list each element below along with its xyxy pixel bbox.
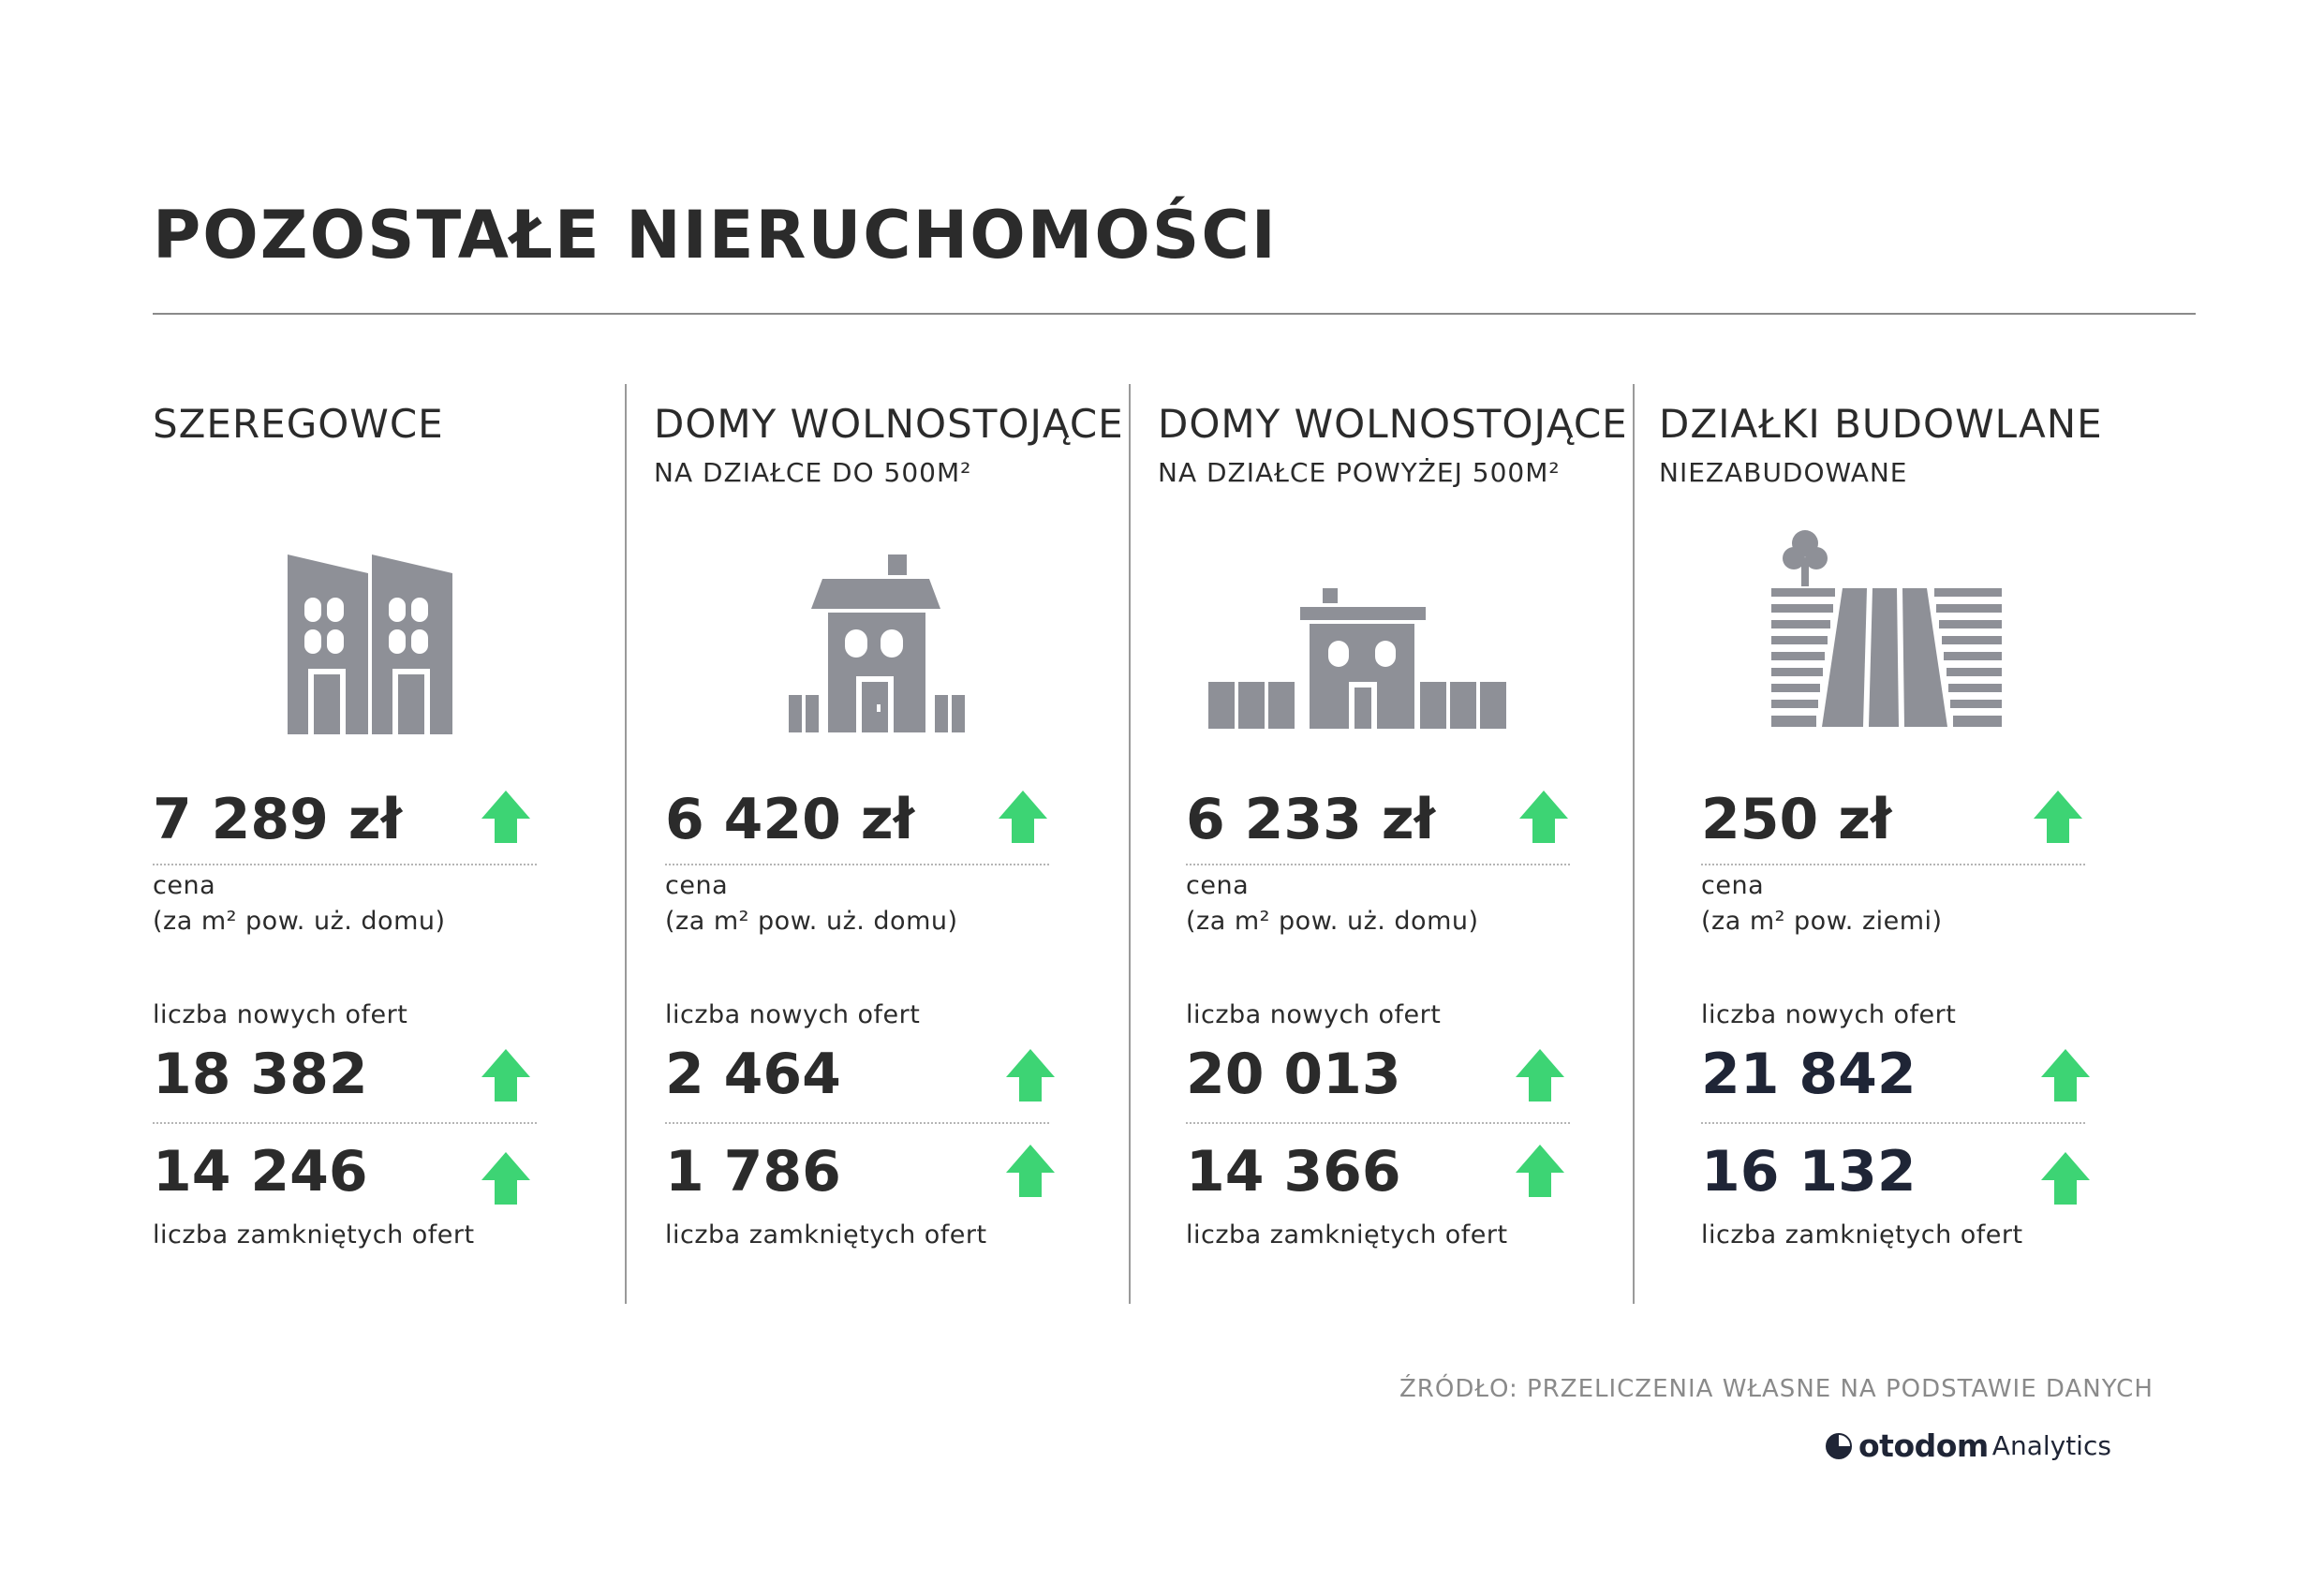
closed-offers-label: liczba zamkniętych ofert [1186, 1220, 1508, 1249]
small-house-icon [789, 554, 967, 732]
new-offers-value: 20 013 [1186, 1042, 1401, 1107]
price-unit-note: (za m² pow. uż. domu) [1186, 907, 1479, 936]
terraced-houses-icon [288, 554, 456, 734]
column-divider [1129, 384, 1131, 1304]
column-divider [625, 384, 627, 1304]
column-heading: DZIAŁKI BUDOWLANE [1659, 401, 2103, 447]
trend-up-arrow-icon [1516, 1049, 1564, 1101]
column-subheading: NA DZIAŁCE DO 500M² [654, 457, 972, 488]
dotted-divider [665, 864, 1049, 865]
dotted-divider [153, 1122, 537, 1124]
new-offers-label: liczba nowych ofert [665, 1000, 921, 1029]
price-unit-note: (za m² pow. uż. domu) [665, 907, 958, 936]
trend-up-arrow-icon [1006, 1049, 1055, 1101]
new-offers-value: 18 382 [153, 1042, 368, 1107]
brand-name: otodom [1858, 1427, 1989, 1464]
price-value: 250 zł [1701, 787, 1892, 852]
column-detached-small-plot [654, 0, 1124, 1582]
column-heading: DOMY WOLNOSTOJĄCE [1158, 401, 1628, 447]
new-offers-label: liczba nowych ofert [153, 1000, 408, 1029]
closed-offers-value: 16 132 [1701, 1139, 1917, 1205]
new-offers-value: 2 464 [665, 1042, 841, 1107]
column-heading: SZEREGOWCE [153, 401, 444, 447]
dotted-divider [1186, 1122, 1570, 1124]
price-value: 6 420 zł [665, 787, 914, 852]
price-label: cena [1186, 871, 1250, 900]
new-offers-label: liczba nowych ofert [1701, 1000, 1957, 1029]
trend-up-arrow-icon [1516, 1145, 1564, 1197]
column-building-plots [1659, 0, 2127, 1582]
trend-up-arrow-icon [2034, 791, 2082, 843]
wide-house-icon [1208, 588, 1517, 729]
trend-up-arrow-icon [2041, 1152, 2090, 1205]
column-heading: DOMY WOLNOSTOJĄCE [654, 401, 1124, 447]
closed-offers-label: liczba zamkniętych ofert [665, 1220, 987, 1249]
dotted-divider [1701, 864, 2085, 865]
field-plot-icon [1769, 526, 2004, 729]
new-offers-value: 21 842 [1701, 1042, 1917, 1107]
closed-offers-value: 1 786 [665, 1139, 841, 1205]
dotted-divider [153, 864, 537, 865]
dotted-divider [665, 1122, 1049, 1124]
trend-up-arrow-icon [999, 791, 1047, 843]
otodom-logo-icon [1825, 1432, 1853, 1460]
dotted-divider [1701, 1122, 2085, 1124]
price-label: cena [153, 871, 216, 900]
trend-up-arrow-icon [1006, 1145, 1055, 1197]
trend-up-arrow-icon [481, 1152, 530, 1205]
dotted-divider [1186, 864, 1570, 865]
closed-offers-label: liczba zamkniętych ofert [1701, 1220, 2023, 1249]
column-divider [1633, 384, 1635, 1304]
price-unit-note: (za m² pow. uż. domu) [153, 907, 446, 936]
source-note: ŹRÓDŁO: PRZELICZENIA WŁASNE NA PODSTAWIE DANYCH [1399, 1375, 2154, 1403]
trend-up-arrow-icon [481, 1049, 530, 1101]
trend-up-arrow-icon [1519, 791, 1568, 843]
closed-offers-label: liczba zamkniętych ofert [153, 1220, 475, 1249]
new-offers-label: liczba nowych ofert [1186, 1000, 1442, 1029]
trend-up-arrow-icon [2041, 1049, 2090, 1101]
price-value: 7 289 zł [153, 787, 402, 852]
closed-offers-value: 14 246 [153, 1139, 368, 1205]
column-detached-large-plot [1158, 0, 1628, 1582]
price-label: cena [665, 871, 729, 900]
brand-suffix: Analytics [1991, 1430, 2111, 1461]
trend-up-arrow-icon [481, 791, 530, 843]
column-subheading: NA DZIAŁCE POWYŻEJ 500M² [1158, 457, 1561, 488]
price-value: 6 233 zł [1186, 787, 1435, 852]
otodom-analytics-logo [1825, 1427, 2111, 1464]
price-unit-note: (za m² pow. ziemi) [1701, 907, 1943, 936]
page-title: POZOSTAŁE NIERUCHOMOŚCI [153, 197, 1278, 274]
closed-offers-value: 14 366 [1186, 1139, 1401, 1205]
column-terraced-houses [153, 0, 602, 1582]
column-subheading: NIEZABUDOWANE [1659, 457, 1908, 488]
price-label: cena [1701, 871, 1765, 900]
